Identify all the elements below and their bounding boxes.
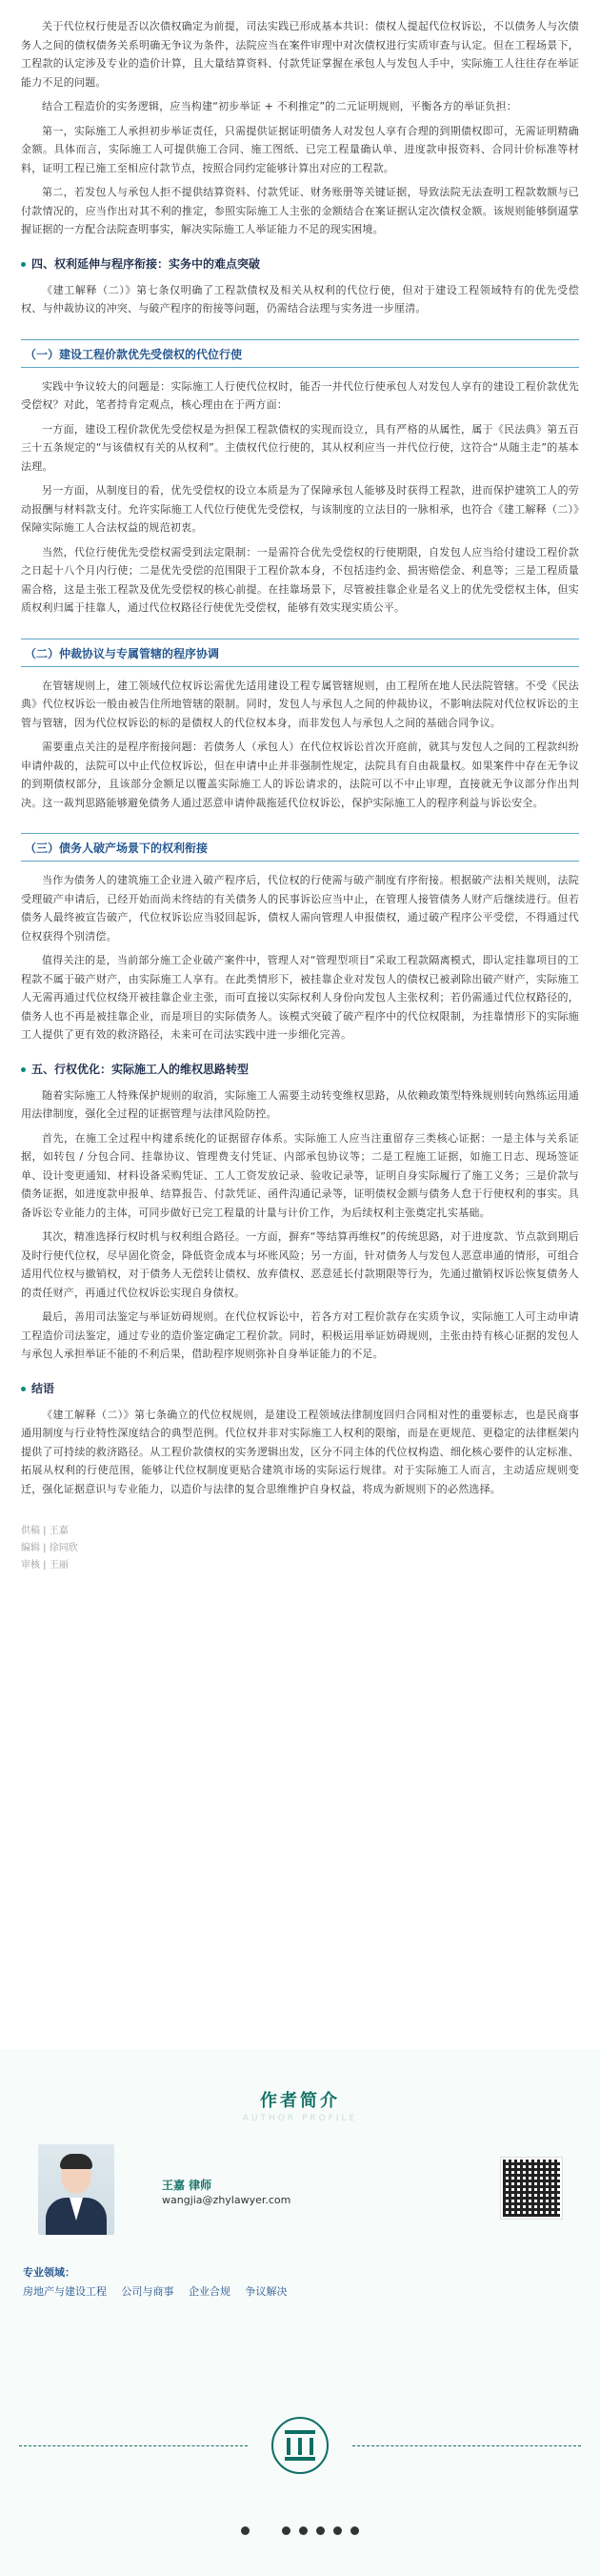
author-profile-background — [0, 2049, 600, 2576]
section-heading-text: 五、行权优化：实际施工人的维权思路转型 — [31, 1062, 250, 1076]
dot-icon — [316, 2526, 325, 2535]
emblem-column-shape — [298, 2438, 302, 2455]
bullet-dot-icon — [21, 1067, 26, 1072]
section-heading — [21, 1379, 579, 1398]
qr-code-icon — [501, 2158, 562, 2219]
paragraph: 结合工程造价的实务逻辑，应当构建“初步举证 + 不利推定”的二元证明规则，平衡各方的举证负担： — [42, 100, 518, 112]
paragraph: 《建工解释（二）》第七条仅明确了工程款债权及相关从权利的代位行使，但对于建设工程领域特有的优先受偿权、与仲裁协议的冲突、与破产程序的衔接等问题，仍需结合法理与实务进一步厘清。 — [21, 283, 579, 314]
avatar-hair-shape — [60, 2154, 92, 2169]
credits-block — [21, 1523, 579, 1574]
paragraph: 值得关注的是，当前部分施工企业破产案件中，管理人对“管理型项目”采取工程款隔离模式，即认定挂靠项目的工程款不属于破产财产，由实际施工人享有。在此类情形下，被挂靠企业对发包人的债权已被剥除出破产财产，实际施工人无需再通过代位权绕开被挂靠企业主张，而可直接以实际权利人身份向发包人主张权利；若仍需通过代位权路径的，债务人也不再是被挂靠企业，而是项目的实际债务人。该模式突破了破产程序中的代位权限制，为挂靠情形下的实际施工人提供了更有效的救济路径，未来可在司法实践中进一步细化完善。 — [21, 954, 579, 1041]
paragraph: 当作为债务人的建筑施工企业进入破产程序后，代位权的行使需与破产制度有序衔接。根据破产法相关规则，法院受理破产申请后，已经开始而尚未终结的有关债务人的民事诉讼应当中止，在管理人接管债务人财产后继续进行。但若债务人最终被宣告破产，代位权诉讼应当驳回起诉，债权人需向管理人申报债权，通过破产程序公平受偿，不得通过代位权获得个别清偿。 — [21, 874, 579, 943]
author-card — [38, 2144, 562, 2240]
paragraph: 《建工解释（二）》第七条确立的代位权规则，是建设工程领域法律制度回归合同相对性的重要标志，也是民商事通用制度与行业特性深度结合的典型范例。代位权并非对实际施工人权利的限缩，而是在更规范、更稳定的法律框架内提供了可持续的救济路径。从工程价款债权的实务逻辑出发，区分不同主体的代位权构造、细化核心要件的认定标准、拓展从权利的行使范围，能够让代位权制度更贴合建筑市场的实际运行规律。对于实际施工人而言，主动适应规则变迁，强化证据意识与专业能力，以造价与法律的复合思维维护自身权益，将成为新规则下的必然选择。 — [21, 1408, 579, 1495]
paragraph: 第二，若发包人与承包人拒不提供结算资料、付款凭证、财务账册等关键证据，导致法院无法查明工程款数额与已付款情况的，应当作出对其不利的推定，参照实际施工人主张的金额结合在案证据认定次债权金额。该规则能够倒逼掌握证据的一方配合法院查明事实，解决实际施工人举证能力不足的现实困境。 — [21, 186, 579, 235]
practice-area-tag: 企业合规 — [189, 2285, 230, 2298]
author-email[interactable]: wangjia@zhylawyer.com — [162, 2194, 291, 2206]
emblem-roof-shape — [285, 2430, 315, 2434]
paragraph: 另一方面，从制度目的看，优先受偿权的设立本质是为了保障承包人能够及时获得工程款，进而保护建筑工人的劳动报酬与材料款支付。允许实际施工人代位行使优先受偿权，与该制度的立法目的一脉相承，也符合《建工解释（二）》保障实际施工人合法权益的规范初衷。 — [21, 484, 579, 534]
section-heading — [21, 254, 579, 274]
paragraph: 随着实际施工人特殊保护规则的取消，实际施工人需要主动转变维权思路，从依赖政策型特殊规则转向熟练运用通用法律制度，强化全过程的证据管理与法律风险防控。 — [21, 1088, 579, 1120]
dot-gap — [258, 2526, 273, 2535]
subsection-heading-text: （二）仲裁协议与专属管辖的程序协调 — [25, 646, 220, 660]
paragraph: 第一，实际施工人承担初步举证责任，只需提供证据证明债务人对发包人享有合理的到期债权即可，无需证明精确金额。具体而言，实际施工人可提供施工合同、施工图纸、已完工程量确认单、进度款申报资料、合同计价标准等材料，证明工程已施工至相应付款节点，按照合同约定能够计算出对应的工程款。 — [21, 124, 579, 174]
dot-icon — [350, 2526, 359, 2535]
bullet-dot-icon — [21, 262, 26, 267]
emblem-column-shape — [310, 2438, 313, 2455]
law-firm-emblem-icon — [271, 2417, 329, 2474]
practice-area-list — [23, 2283, 299, 2299]
paragraph: 其次，精准选择行权时机与权利组合路径。一方面，摒弃“等结算再维权”的传统思路，对于进度款、节点款到期后及时行使代位权，尽早固化资金，降低资金成本与坏账风险；另一方面，针对债务人与发包人恶意串通的情形，可组合适用代位权与撤销权，对于债务人无偿转让债权、放弃债权、恶意延长付款期限等行为，先通过撤销权诉讼恢复债务人的责任财产，再通过代位权诉讼实现自身债权。 — [21, 1230, 579, 1299]
credit-editor: 编辑 | 徐同欣 — [21, 1543, 78, 1553]
emblem-column-shape — [287, 2438, 290, 2455]
paragraph: 当然，代位行使优先受偿权需受到法定限制：一是需符合优先受偿权的行使期限，自发包人应当给付建设工程价款之日起十八个月内行使；二是优先受偿的范围限于工程价款本身，不包括违约金、损害赔偿金、利息等；三是工程质量需合格，这是主张工程款及优先受偿权的核心前提。在挂靠场景下，尽管被挂靠企业是名义上的优先受偿权主体，但实质权利归属于挂靠人，通过代位权路径行使优先受偿权，能够有效实现实质公平。 — [21, 545, 579, 614]
paragraph: 关于代位权行使是否以次债权确定为前提，司法实践已形成基本共识：债权人提起代位权诉讼，不以债务人与次债务人之间的债权债务关系明确无争议为条件，法院应当在案件审理中对次债权进行实质审查与认定。但在工程场景下，工程款的认定涉及专业的造价计算，且大量结算资料、付款凭证掌握在承包人与发包人手中，实际施工人往往存在举证能力不足的问题。 — [21, 20, 579, 89]
emblem-base-shape — [285, 2457, 315, 2461]
section-heading-text: 结语 — [31, 1381, 55, 1395]
paragraph: 在管辖规则上，建工领域代位权诉讼需优先适用建设工程专属管辖规则，由工程所在地人民法院管辖。不受《民法典》代位权诉讼一般由被告住所地管辖的限制。同时，发包人与承包人之间的仲裁协议，不影响法院对代位权诉讼的主管与管辖，因为代位权诉讼的标的是债权人的代位权本身，而非发包人与承包人之间的基础合同争议。 — [21, 679, 579, 729]
paragraph: 需要重点关注的是程序衔接问题：若债务人（承包人）在代位权诉讼首次开庭前，就其与发包人之间的工程款纠纷申请仲裁的，法院可以中止代位权诉讼，但在申请中止并非强制性规定，法院具有自由裁量权。如果案件中存在无争议的到期债权部分，且该部分金额足以覆盖实际施工人的诉讼请求的，法院可以不中止审理，直接就无争议部分作出判决。这一裁判思路能够避免债务人通过恶意申请仲裁拖延代位权诉讼，保护实际施工人的程序利益与诉讼安全。 — [21, 740, 579, 809]
author-profile-subtitle: AUTHOR PROFILE — [242, 2114, 358, 2123]
practice-area-tag: 争议解决 — [245, 2285, 288, 2298]
dot-icon — [333, 2526, 342, 2535]
avatar — [38, 2144, 114, 2235]
practice-area-tag: 房地产与建设工程 — [23, 2285, 107, 2298]
paragraph: 首先，在施工全过程中构建系统化的证据留存体系。实际施工人应当注重留存三类核心证据：一是主体与关系证据，如转包 / 分包合同、挂靠协议、管理费支付凭证、内部承包协议等；二是工程施工证据，如施工日志、现场签证单、设计变更通知、材料设备采购凭证、工人工资发放记录、验收记录等，证明自身实际履行了施工义务；三是价款与债务证据，如进度款申报单、结算报告、付款凭证、函件沟通记录等，证明债权金额与债务人怠于行使权利的事实。具备诉讼专业能力的主体，可同步做好已完工程量的计量与计价工作，为后续权利主张奠定扎实基础。 — [21, 1131, 579, 1219]
subsection-heading — [21, 639, 579, 667]
section-heading-text: 四、权利延伸与程序衔接：实务中的难点突破 — [31, 256, 261, 271]
paragraph: 最后，善用司法鉴定与举证妨碍规则。在代位权诉讼中，若各方对工程价款存在实质争议，实际施工人可主动申请工程造价司法鉴定，通过专业的造价鉴定确定工程价款。同时，积极运用举证妨碍规则，主张由持有核心证据的发包人与承包人承担举证不能的不利后果，借助程序规则弥补自身举证能力的不足。 — [21, 1310, 579, 1360]
practice-area-tag: 公司与商事 — [121, 2285, 174, 2298]
dashed-line-right — [352, 2445, 581, 2446]
credit-reviewer: 审核 | 王丽 — [21, 1560, 69, 1571]
bullet-dot-icon — [21, 1387, 26, 1391]
author-name: 王嘉 律师 — [162, 2179, 212, 2192]
dashed-line-left — [19, 2445, 248, 2446]
subsection-heading-text: （一）建设工程价款优先受偿权的代位行使 — [25, 347, 243, 361]
dot-icon — [241, 2526, 250, 2535]
subsection-heading-text: （三）债务人破产场景下的权利衔接 — [25, 842, 209, 855]
author-profile-title: 作者简介 — [260, 2091, 340, 2111]
subsection-heading — [21, 833, 579, 862]
subsection-heading — [21, 339, 579, 368]
practice-area-label: 专业领域： — [23, 2266, 75, 2279]
footer-divider — [0, 2392, 600, 2497]
section-heading — [21, 1060, 579, 1079]
paragraph: 一方面，建设工程价款优先受偿权是为担保工程款债权的实现而设立，具有严格的从属性，属于《民法典》第五百三十五条规定的“与该债权有关的从权利”。主债权代位行使的，其从权利应当一并代位行使，这符合“从随主走”的基本法理。 — [21, 422, 579, 473]
dot-icon — [282, 2526, 290, 2535]
end-dots-decoration — [0, 2521, 600, 2539]
credit-writer: 供稿 | 王嘉 — [21, 1526, 69, 1536]
paragraph: 实践中争议较大的问题是：实际施工人行使代位权时，能否一并代位行使承包人对发包人享有的建设工程价款优先受偿权？对此，笔者持肯定观点，核心理由在于两方面： — [21, 379, 579, 411]
author-profile-heading — [0, 2087, 600, 2123]
dot-icon — [299, 2526, 308, 2535]
